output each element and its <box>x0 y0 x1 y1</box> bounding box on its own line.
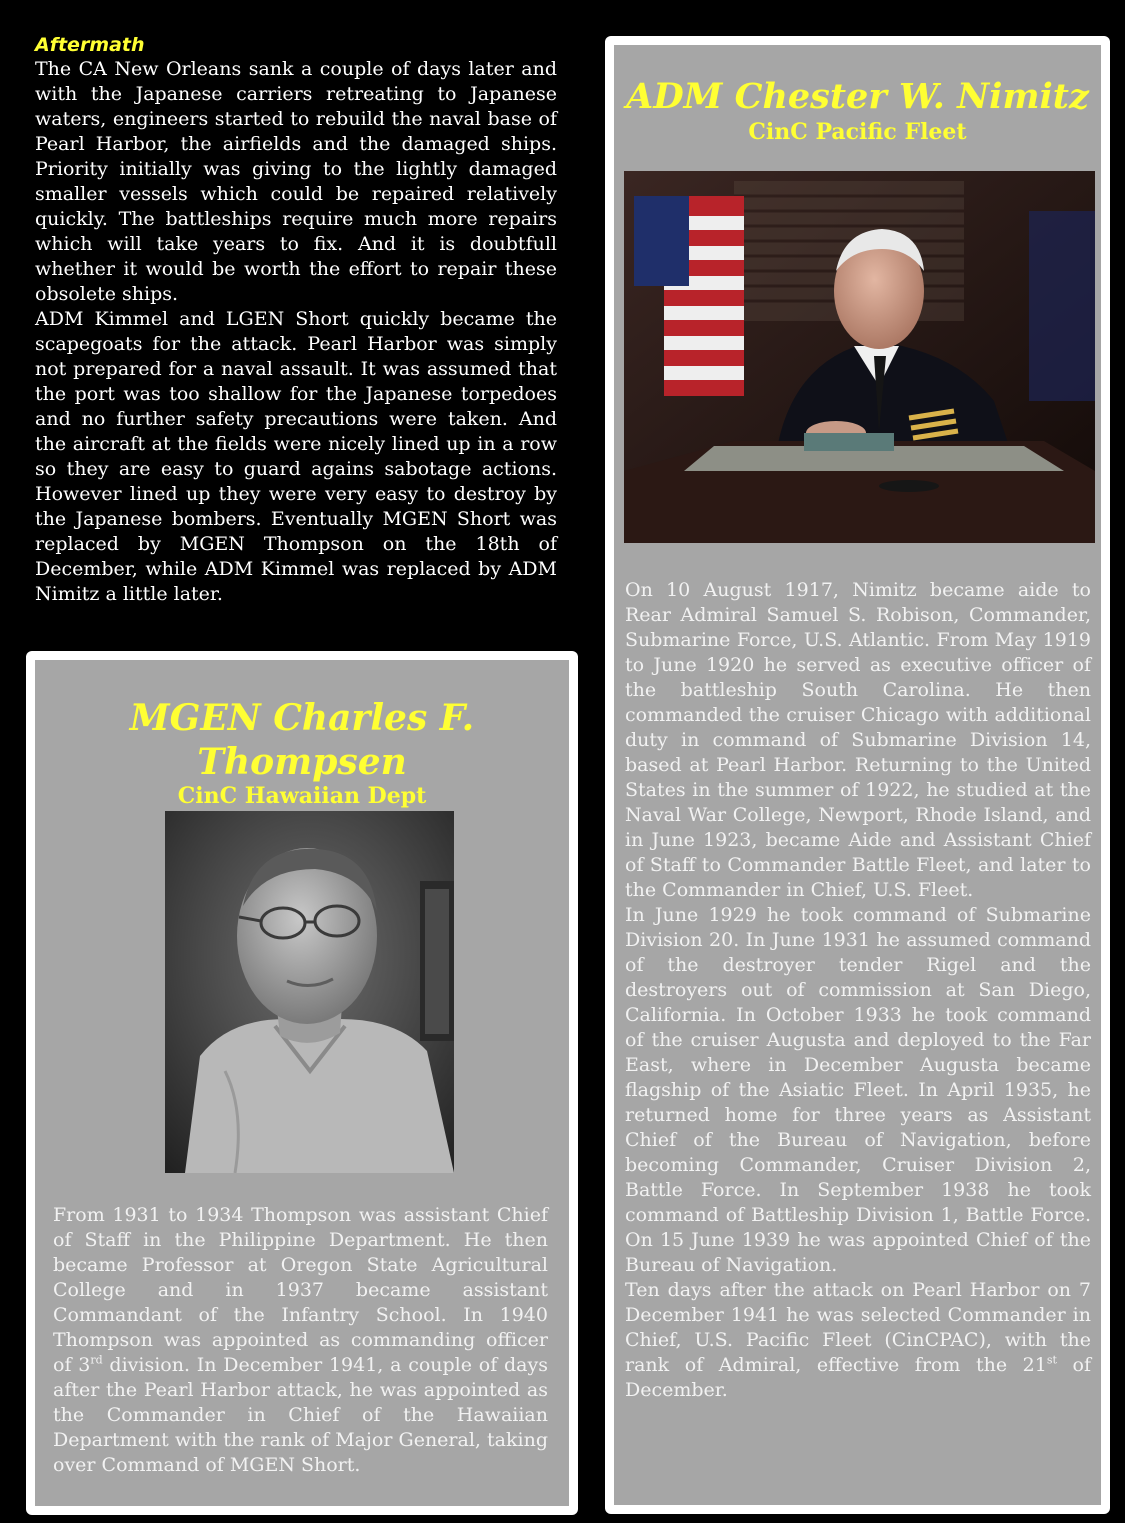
nimitz-bio-paragraph-2: In June 1929 he took command of Submarine Division 20. In June 1931 he assumed command of the destroyer tender Rigel and the destroyers out of commission at San Diego, California. In October 1933 he took command of the cruiser Augusta and deployed to the Far East, where in December Augusta became flagship of the Asiatic Fleet. In April 1935, he returned home for three years as Assistant Chief of the Bureau of Navigation, before becoming Commander, Cruiser Division 2, Battle Force. In September 1938 he took command of Battleship Division 1, Battle Force. On 15 June 1939 he was appointed Chief of the Bureau of Navigation. <box>625 904 1091 1276</box>
nimitz-card-panel <box>614 45 1101 1505</box>
thompson-title-line2: Thompsen <box>197 741 407 783</box>
nimitz-bio-paragraph-3 <box>625 1278 1091 1403</box>
nimitz-portrait <box>624 171 1095 543</box>
nimitz-card <box>605 36 1110 1514</box>
aftermath-paragraph-1: The CA New Orleans sank a couple of days later and with the Japanese carriers retreating to Japanese waters, engineers started to rebuild the naval base of Pearl Harbor, the airfields and the damaged ships. Priority initially was giving to the lightly damaged smaller vessels which could be repaired relatively quickly. The battleships require much more repairs which will take years to fix. And it is doubtfull whether it would be worth the effort to repair these obsolete ships. <box>35 58 557 305</box>
thompson-bio-ordinal: rd <box>90 1353 103 1367</box>
nimitz-portrait-image <box>624 171 1095 543</box>
thompson-subtitle: CinC Hawaiian Dept <box>177 783 427 809</box>
thompson-card-panel <box>35 660 569 1506</box>
nimitz-bio-ordinal: st <box>1046 1353 1057 1367</box>
thompson-title <box>35 696 569 784</box>
thompson-portrait <box>165 811 454 1173</box>
thompson-portrait-image <box>165 811 454 1173</box>
nimitz-bio <box>625 578 1091 1403</box>
thompson-bio-text <box>53 1203 548 1478</box>
thompson-bio-part2: division. In December 1941, a couple of days after the Pearl Harbor attack, he was appointed as the Commander in Chief of the Hawaiian Department with the rank of Major General, taking over Command of MGEN Short. <box>53 1354 548 1476</box>
nimitz-bio-p3-part1: Ten days after the attack on Pearl Harbor on 7 December 1941 he was selected Commander in Chief, U.S. Pacific Fleet (CinCPAC), with the rank of Admiral, effective from the 21 <box>625 1279 1091 1376</box>
aftermath-section <box>35 33 557 607</box>
nimitz-subtitle: CinC Pacific Fleet <box>748 119 967 145</box>
thompson-bio <box>53 1203 548 1478</box>
nimitz-bio-paragraph-1: On 10 August 1917, Nimitz became aide to Rear Admiral Samuel S. Robison, Commander, Submarine Force, U.S. Atlantic. From May 1919 to June 1920 he served as executive officer of the battleship South Carolina. He then commanded the cruiser Chicago with additional duty in command of Submarine Division 14, based at Pearl Harbor. Returning to the United States in the summer of 1922, he studied at the Naval War College, Newport, Rhode Island, and in June 1923, became Aide and Assistant Chief of Staff to Commander Battle Fleet, and later to the Commander in Chief, U.S. Fleet. <box>625 579 1091 901</box>
aftermath-paragraph-2: ADM Kimmel and LGEN Short quickly became the scapegoats for the attack. Pearl Harbor was simply not prepared for a naval assault. It was assumed that the port was too shallow for the Japanese torpedoes and no further safety precautions were taken. And the aircraft at the fields were nicely lined up in a row so they are easy to guard agains sabotage actions. However lined up they were very easy to destroy by the Japanese bombers. Eventually MGEN Short was replaced by MGEN Thompson on the 18th of December, while ADM Kimmel was replaced by ADM Nimitz a little later. <box>35 308 557 605</box>
nimitz-bio-p3-part2: of December. <box>625 1354 1091 1401</box>
aftermath-heading: Aftermath <box>35 34 145 56</box>
nimitz-title: ADM Chester W. Nimitz <box>626 76 1089 117</box>
thompson-card <box>26 651 578 1515</box>
thompson-bio-part1: From 1931 to 1934 Thompson was assistant Chief of Staff in the Philippine Department. He then became Professor at Oregon State Agricultural College and in 1937 became assistant Commandant of the Infantry School. In 1940 Thompson was appointed as commanding officer of 3 <box>53 1204 548 1376</box>
thompson-title-line1: MGEN Charles F. <box>129 697 475 739</box>
